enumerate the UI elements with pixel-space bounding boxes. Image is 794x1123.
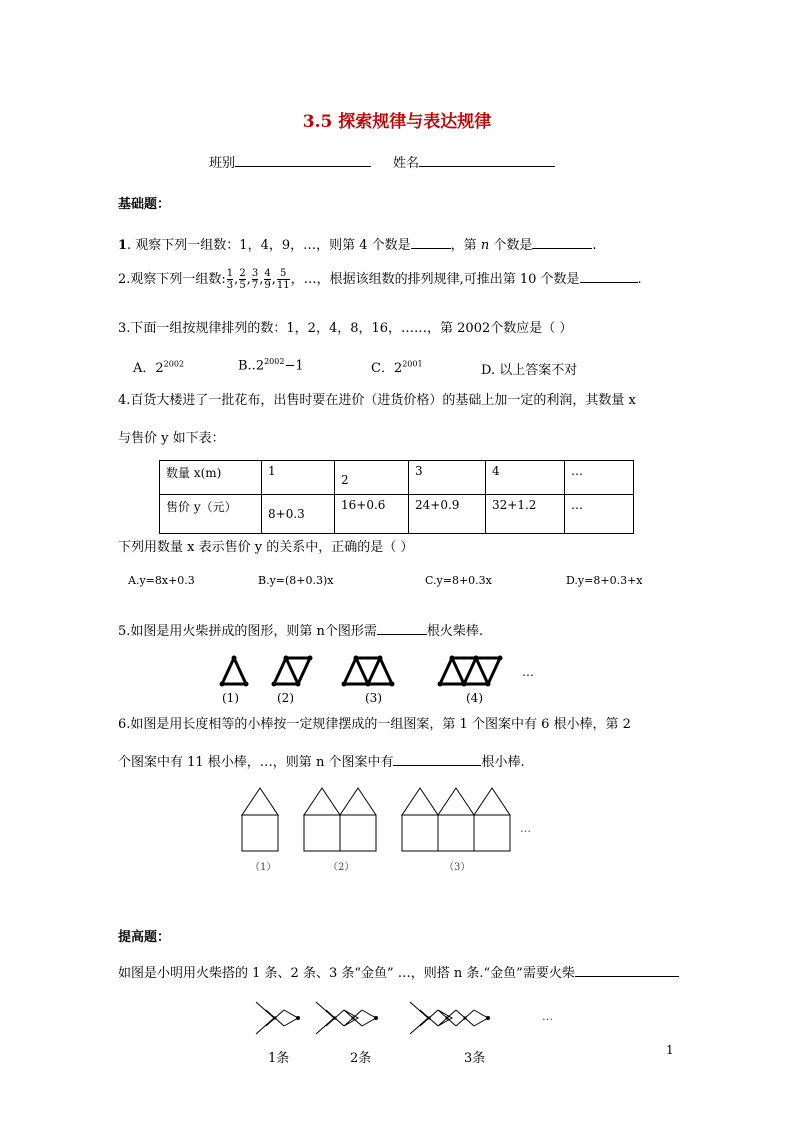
q2-suffix: ，…，根据该组数的排列规律,可推出第 10 个数是 <box>290 272 580 287</box>
q4-line-1: 4.百货大楼进了一批花布，出售时要在进价（进货价格）的基础上加一定的利润，其数量 x <box>118 393 636 408</box>
fraction <box>252 268 258 291</box>
q5-label-1: (1) <box>222 691 239 705</box>
q6-label-2: （2） <box>328 862 355 873</box>
q5-figure <box>210 648 550 708</box>
q1-n: n <box>480 238 490 253</box>
fraction <box>277 268 290 291</box>
table-cell: 1 <box>262 461 335 495</box>
q6-label-3: （3） <box>444 862 471 873</box>
q6-label-1: （1） <box>250 862 277 873</box>
q1-after: 个数是 <box>493 238 533 253</box>
table-cell: 数量 x(m) <box>160 461 262 495</box>
q6-blank[interactable] <box>393 753 481 766</box>
q2-prefix: 2.观察下列一组数: <box>118 272 226 287</box>
q7-figure <box>240 990 570 1070</box>
fraction-numerator: 4 <box>264 268 271 279</box>
table-cell: 2 <box>335 461 409 495</box>
fraction-denominator: 7 <box>251 280 259 291</box>
table-cell: 16+0.6 <box>335 495 409 534</box>
q6-figure <box>230 780 550 880</box>
table-cell: 4 <box>486 461 565 495</box>
q3-option-c[interactable]: C．$2^{2001}$ <box>371 359 423 376</box>
table-cell: … <box>565 461 634 495</box>
q7-label-2: 2条 <box>350 1051 372 1066</box>
fraction-numerator: 2 <box>239 268 246 279</box>
table-cell: 售价 y（元） <box>160 495 262 534</box>
fraction-numerator: 3 <box>251 268 259 279</box>
q5-label-2: (2) <box>277 691 294 705</box>
class-label: 班别 <box>209 156 236 171</box>
question-7: 如图是小明用火柴搭的 1 条、2 条、3 条“金鱼” …，则搭 n 条.“金鱼”需要火柴 <box>118 962 679 981</box>
question-5: 5.如图是用火柴拼成的图形，则第 n个图形需 根火柴棒. <box>118 624 484 639</box>
q2-fractions <box>226 268 291 291</box>
table-cell: 32+1.2 <box>486 495 565 534</box>
fraction-separator: , <box>271 272 276 287</box>
table-row <box>160 461 634 495</box>
q6-line-2: 个图案中有 11 根小棒，…，则第 n 个图案中有 根小棒. <box>118 755 525 770</box>
fraction-separator: , <box>246 272 251 287</box>
q2-blank[interactable] <box>580 270 638 283</box>
fraction-denominator: 3 <box>226 280 234 291</box>
q7-label-3: 3条 <box>464 1051 486 1066</box>
q6-ellipsis: … <box>520 822 531 835</box>
q5-label-3: (3) <box>365 691 382 705</box>
class-blank[interactable] <box>235 154 371 167</box>
q4-question: 下列用数量 x 表示售价 y 的关系中，正确的是（ ） <box>118 540 414 555</box>
fraction-denominator: 9 <box>264 280 271 291</box>
q1-number: 1 <box>118 238 128 253</box>
q1-blank-2[interactable] <box>532 236 592 249</box>
q1-mid: ，第 <box>450 238 477 253</box>
fraction <box>239 268 245 291</box>
class-field <box>209 152 371 171</box>
question-2: 2.观察下列一组数: $\frac{1}{3}$ , $\frac{2}{5}$ , $\frac{3}{7}$ , $\frac{4}{9}$ , $\frac{5}{11}$ ，…，根据该组数的排列规律,可推出第 10 个数是 . <box>118 268 642 291</box>
fraction-numerator: 1 <box>226 268 234 279</box>
fraction-denominator: 5 <box>239 280 246 291</box>
q5-label-4: (4) <box>466 691 483 705</box>
q4-option-d[interactable]: D.y=8+0.3+x <box>566 574 643 587</box>
question-1: 1. 观察下列一组数：1，4，9，…，则第 4 个数是 ，第 n 个数是 . <box>118 238 597 253</box>
table-cell: 3 <box>409 461 486 495</box>
q3-option-a[interactable]: A．$2^{2002}$ <box>133 359 185 376</box>
q1-text: . 观察下列一组数：1，4，9，…，则第 4 个数是 <box>127 238 411 253</box>
q5-ellipsis: … <box>522 665 534 679</box>
name-field <box>393 152 555 171</box>
q7-ellipsis: … <box>542 1010 553 1023</box>
name-label: 姓名 <box>393 156 420 171</box>
q3-option-d[interactable]: D. 以上答案不对 <box>481 363 578 378</box>
q4-option-b[interactable]: B.y=(8+0.3)x <box>258 574 334 587</box>
fraction-denominator: 11 <box>276 280 290 291</box>
table-cell: 24+0.9 <box>409 495 486 534</box>
q4-option-a[interactable]: A.y=8x+0.3 <box>128 574 195 587</box>
q3-option-b[interactable]: $B..2^{2002}-1$ <box>238 357 304 374</box>
q5-blank[interactable] <box>377 622 427 635</box>
question-3: 3.下面一组按规律排列的数：1，2，4，8，16，……，第 2002个数应是（ ） <box>118 321 573 336</box>
table-row <box>160 495 634 534</box>
section-advanced: 提高题： <box>118 930 171 945</box>
q4-table <box>159 460 634 534</box>
table-cell: … <box>565 495 634 534</box>
q7-blank[interactable] <box>575 964 679 977</box>
fraction <box>227 268 233 291</box>
q6-line-1: 6.如图是用长度相等的小棒按一定规律摆成的一组图案，第 1 个图案中有 6 根小棒，第 2 <box>118 717 631 732</box>
fraction-separator: , <box>259 272 264 287</box>
q1-blank-1[interactable] <box>411 236 451 249</box>
page-number: 1 <box>666 1043 674 1057</box>
q4-option-c[interactable]: C.y=8+0.3x <box>425 574 492 587</box>
name-blank[interactable] <box>419 154 555 167</box>
section-basic: 基础题： <box>118 197 171 212</box>
q7-label-1: 1条 <box>268 1051 290 1066</box>
q4-line-2: 与售价 y 如下表： <box>118 431 225 446</box>
fraction-numerator: 5 <box>277 268 290 280</box>
fraction <box>264 268 270 291</box>
fraction-separator: , <box>234 272 239 287</box>
table-cell: 8+0.3 <box>262 495 335 534</box>
page-title: 3.5 探索规律与表达规律 <box>302 112 492 132</box>
